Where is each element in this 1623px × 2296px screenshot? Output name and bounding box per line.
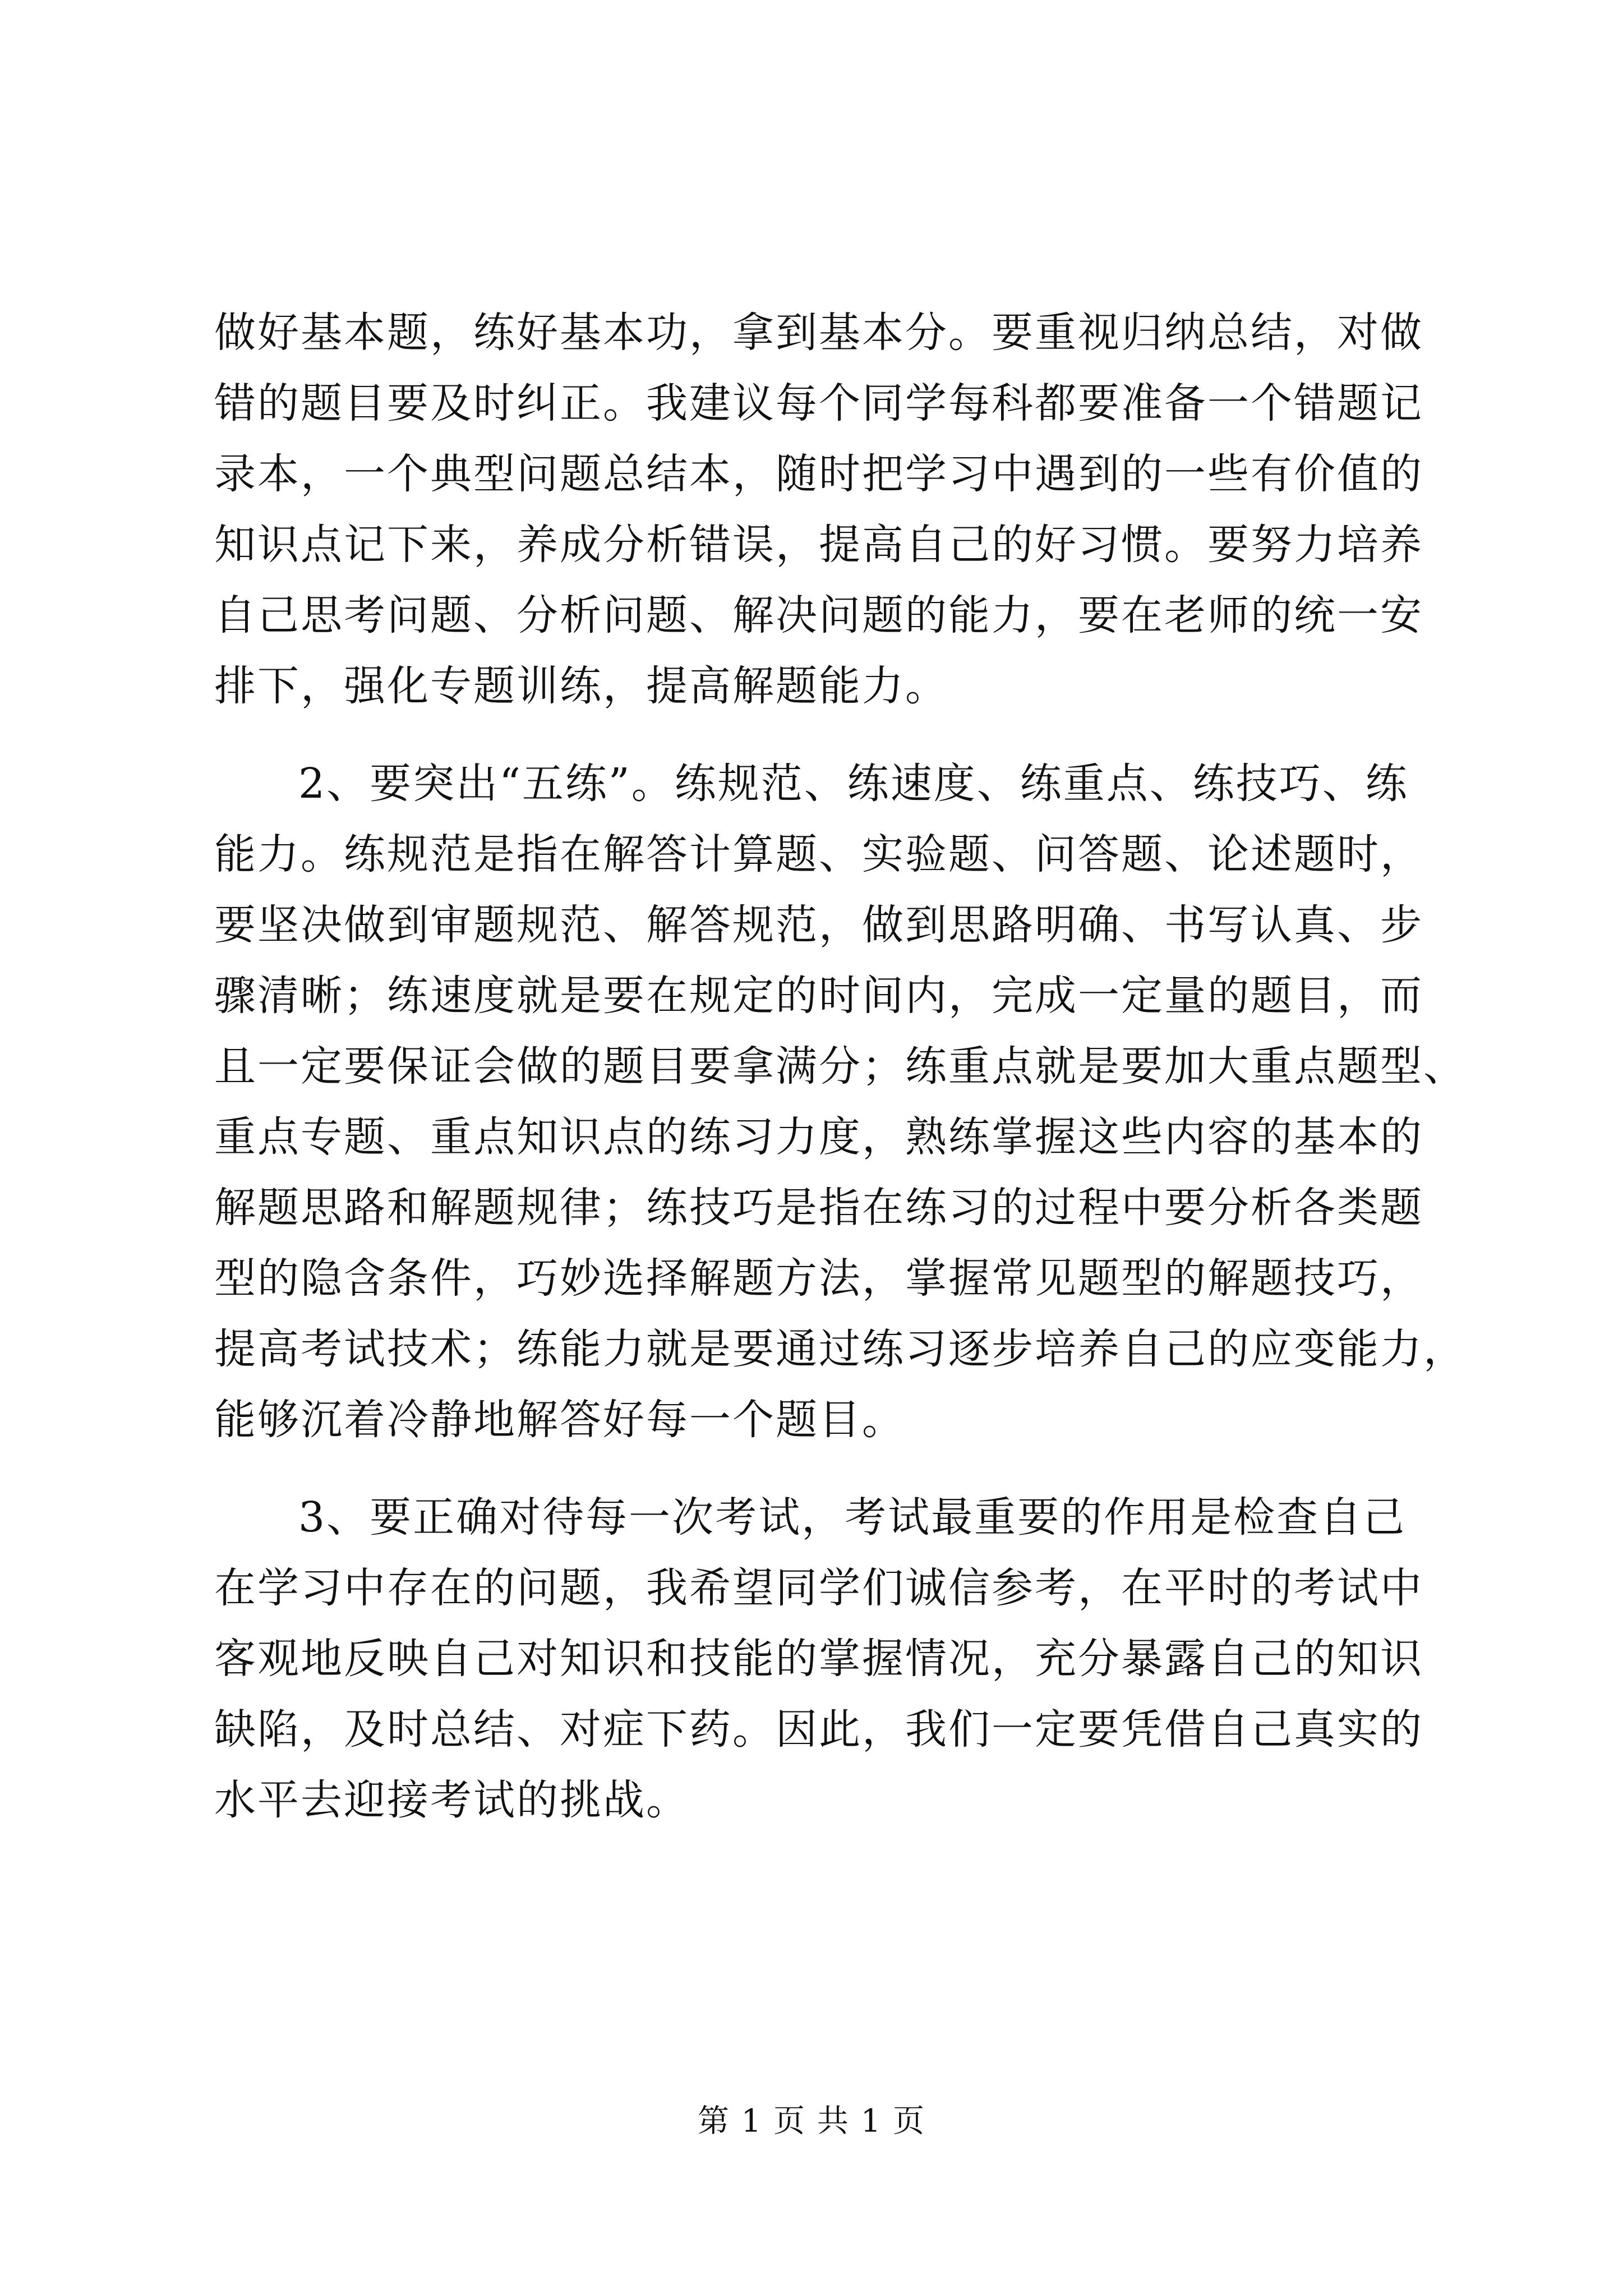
text-line: 在学习中存在的问题，我希望同学们诚信参考，在平时的考试中 bbox=[214, 1564, 1423, 1612]
text-line: 做好基本题，练好基本功，拿到基本分。要重视归纳总结，对做 bbox=[214, 309, 1423, 357]
text-line: 解题思路和解题规律；练技巧是指在练习的过程中要分析各类题 bbox=[214, 1184, 1423, 1232]
text-line: 且一定要保证会做的题目要拿满分；练重点就是要加大重点题型、 bbox=[214, 1042, 1467, 1091]
paragraph-1 bbox=[214, 297, 1423, 721]
document-body bbox=[214, 297, 1467, 1835]
text-line: 排下，强化专题训练，提高解题能力。 bbox=[214, 662, 948, 710]
text-line: 水平去迎接考试的挑战。 bbox=[214, 1776, 689, 1824]
text-line: 缺陷，及时总结、对症下药。因此，我们一定要凭借自己真实的 bbox=[214, 1705, 1423, 1754]
text-line: 录本，一个典型问题总结本，随时把学习中遇到的一些有价值的 bbox=[214, 450, 1423, 498]
text-line: 自己思考问题、分析问题、解决问题的能力，要在老师的统一安 bbox=[214, 591, 1423, 639]
text-line: 3、要正确对待每一次考试，考试最重要的作用是检查自己 bbox=[298, 1493, 1407, 1542]
paragraph-2 bbox=[214, 748, 1467, 1455]
text-line: 客观地反映自己对知识和技能的掌握情况，充分暴露自己的知识 bbox=[214, 1635, 1423, 1683]
text-line: 要坚决做到审题规范、解答规范，做到思路明确、书写认真、步 bbox=[214, 901, 1423, 949]
text-line: 错的题目要及时纠正。我建议每个同学每科都要准备一个错题记 bbox=[214, 379, 1423, 427]
text-line: 能够沉着冷静地解答好每一个题目。 bbox=[214, 1396, 905, 1444]
text-line: 提高考试技术；练能力就是要通过练习逐步培养自己的应变能力， bbox=[214, 1325, 1467, 1373]
text-line: 重点专题、重点知识点的练习力度，熟练掌握这些内容的基本的 bbox=[214, 1113, 1423, 1161]
paragraph-3 bbox=[214, 1482, 1423, 1835]
page-number-footer: 第 1 页 共 1 页 bbox=[697, 2103, 926, 2139]
text-line: 知识点记下来，养成分析错误，提高自己的好习惯。要努力培养 bbox=[214, 521, 1423, 569]
text-line: 型的隐含条件，巧妙选择解题方法，掌握常见题型的解题技巧， bbox=[214, 1254, 1423, 1303]
text-line: 能力。练规范是指在解答计算题、实验题、问答题、论述题时， bbox=[214, 830, 1423, 878]
text-line: 骤清晰；练速度就是要在规定的时间内，完成一定量的题目，而 bbox=[214, 972, 1423, 1020]
text-line: 2、要突出“五练”。练规范、练速度、练重点、练技巧、练 bbox=[298, 760, 1409, 808]
